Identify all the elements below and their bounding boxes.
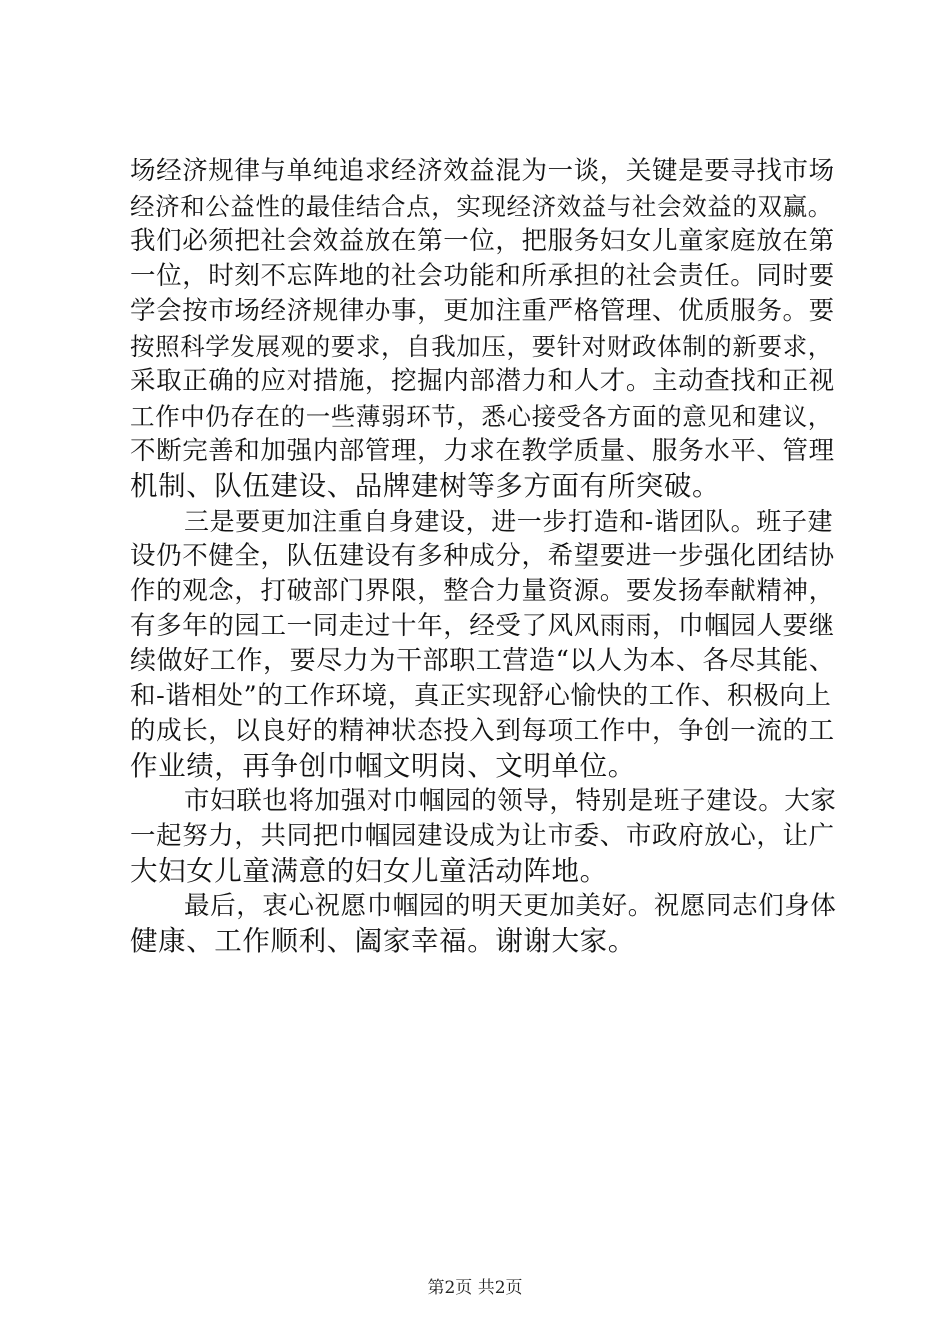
text-line: 按照科学发展观的要求，自我加压，要针对财政体制的新要求，: [130, 332, 833, 361]
text-line: 大妇女儿童满意的妇女儿童活动阵地。: [130, 855, 608, 887]
text-line: 最后，衷心祝愿巾帼园的明天更加美好。祝愿同志们身体: [184, 891, 837, 921]
text-line: 不断完善和加强内部管理，力求在教学质量、服务水平、管理: [130, 436, 835, 466]
text-line: 作的观念，打破部门界限，整合力量资源。要发扬奉献精神，: [130, 576, 835, 606]
text-line: 采取正确的应对措施，挖掘内部潜力和人才。主动查找和正视: [130, 366, 835, 396]
text-line: 一位，时刻不忘阵地的社会功能和所承担的社会责任。同时要: [130, 261, 835, 291]
text-line: 作业绩，再争创巾帼文明岗、文明单位。: [130, 750, 636, 782]
text-line: 健康、工作顺利、阖家幸福。谢谢大家。: [130, 925, 636, 957]
text-line: 三是要更加注重自身建设，进一步打造和-谐团队。班子建: [184, 507, 834, 536]
text-line: 机制、队伍建设、品牌建树等多方面有所突破。: [130, 470, 721, 502]
text-line: 经济和公益性的最佳结合点，实现经济效益与社会效益的双赢。: [130, 192, 833, 221]
text-line: 的成长，以良好的精神状态投入到每项工作中，争创一流的工: [130, 716, 835, 746]
document-body: [130, 154, 842, 959]
text-line: 续做好工作，要尽力为干部职工营造“以人为本、各尽其能、: [130, 646, 836, 676]
text-line: 一起努力，共同把巾帼园建设成为让市委、市政府放心，让广: [130, 821, 835, 851]
text-line: 有多年的园工一同走过十年，经受了风风雨雨，巾帼园人要继: [130, 611, 835, 641]
text-line: 我们必须把社会效益放在第一位，把服务妇女儿童家庭放在第: [130, 226, 835, 256]
text-line: 设仍不健全，队伍建设有多种成分，希望要进一步强化团结协: [130, 541, 835, 571]
text-line: 场经济规律与单纯追求经济效益混为一谈，关键是要寻找市场: [130, 156, 835, 186]
text-line: 和-谐相处”的工作环境，真正实现舒心愉快的工作、积极向上: [130, 681, 832, 711]
text-line: 学会按市场经济规律办事，更加注重严格管理、优质服务。要: [130, 296, 835, 326]
text-line: 工作中仍存在的一些薄弱环节，悉心接受各方面的意见和建议，: [130, 402, 833, 431]
page-footer: 第2页 共2页: [427, 1278, 523, 1298]
text-line: 市妇联也将加强对巾帼园的领导，特别是班子建设。大家: [184, 786, 837, 816]
